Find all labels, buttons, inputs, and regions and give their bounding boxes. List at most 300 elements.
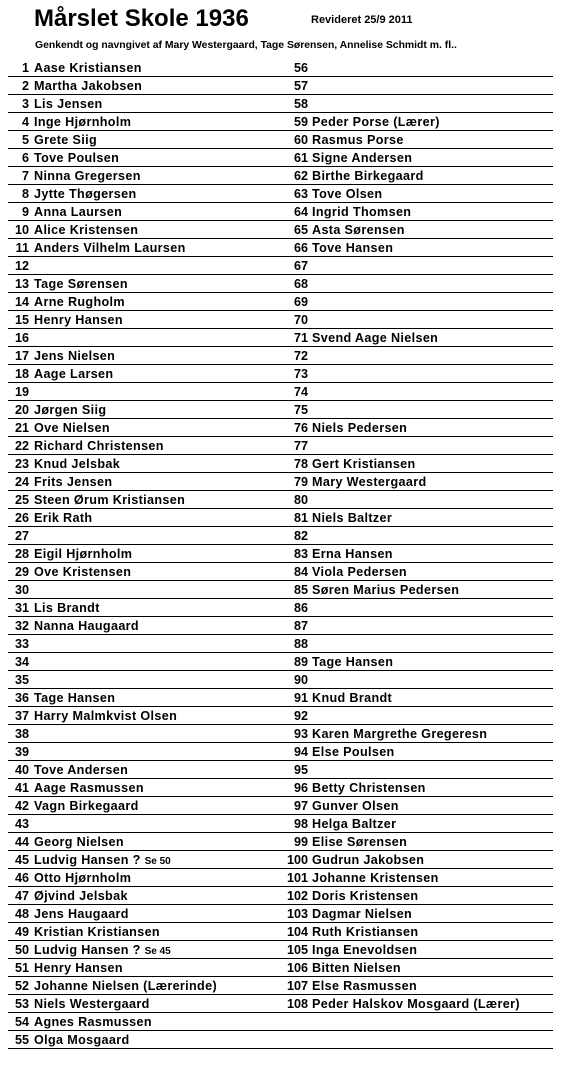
entry-name <box>34 995 150 1013</box>
entry-name-text: Eigil Hjørnholm <box>34 547 133 561</box>
entry-name-text: Peder Halskov Mosgaard (Lærer) <box>312 997 520 1011</box>
entry-name <box>34 113 131 131</box>
entry-number: 57 <box>293 79 308 93</box>
entry-number: 7 <box>21 169 29 183</box>
entry-name-text: Aase Kristiansen <box>34 61 142 75</box>
entry-number: 42 <box>14 799 29 813</box>
entry-number: 12 <box>14 259 29 273</box>
entry-number: 106 <box>286 961 308 975</box>
roster-entry-left <box>0 473 282 490</box>
entry-name-text: Lis Brandt <box>34 601 100 615</box>
entry-note: Se 50 <box>144 856 171 867</box>
entry-name <box>34 149 119 167</box>
table-row <box>0 617 561 635</box>
table-row <box>0 329 561 347</box>
roster-entry-left <box>0 599 282 616</box>
roster-entry-left <box>0 185 282 202</box>
entry-number: 87 <box>293 619 308 633</box>
entry-number: 36 <box>14 691 29 705</box>
entry-number: 77 <box>293 439 308 453</box>
table-row <box>0 761 561 779</box>
entry-name-text: Elise Sørensen <box>312 835 408 849</box>
entry-name <box>312 887 418 905</box>
entry-number: 62 <box>293 169 308 183</box>
entry-number: 66 <box>293 241 308 255</box>
entry-name <box>312 923 418 941</box>
entry-number: 80 <box>293 493 308 507</box>
table-row <box>0 401 561 419</box>
roster-entry-right <box>282 851 561 868</box>
entry-number: 32 <box>14 619 29 633</box>
table-row <box>0 887 561 905</box>
table-row <box>0 455 561 473</box>
entry-name <box>34 797 139 815</box>
entry-name <box>312 419 407 437</box>
table-row <box>0 509 561 527</box>
entry-name <box>312 689 392 707</box>
roster-entry-right <box>282 581 561 598</box>
entry-name-text: Gert Kristiansen <box>312 457 416 471</box>
entry-number: 41 <box>14 781 29 795</box>
table-row <box>0 275 561 293</box>
entry-number: 98 <box>293 817 308 831</box>
roster-entry-left <box>0 617 282 634</box>
entry-number: 26 <box>14 511 29 525</box>
roster-entry-right <box>282 167 561 184</box>
entry-number: 49 <box>14 925 29 939</box>
entry-number: 1 <box>21 61 29 75</box>
entry-name <box>312 203 411 221</box>
roster-entry-right <box>282 869 561 886</box>
entry-number: 85 <box>293 583 308 597</box>
entry-name <box>312 851 424 869</box>
entry-name-text: Frits Jensen <box>34 475 113 489</box>
entry-name-text: Mary Westergaard <box>312 475 427 489</box>
entry-number: 9 <box>21 205 29 219</box>
entry-name-text: Vagn Birkegaard <box>34 799 139 813</box>
entry-name <box>34 1013 152 1031</box>
roster-entry-right <box>282 815 561 832</box>
entry-name-text: Ove Nielsen <box>34 421 110 435</box>
entry-number: 17 <box>14 349 29 363</box>
roster-entry-right <box>282 275 561 292</box>
entry-name <box>34 689 115 707</box>
entry-name-text: Niels Baltzer <box>312 511 393 525</box>
entry-name-text: Jens Haugaard <box>34 907 129 921</box>
table-row <box>0 1013 561 1031</box>
table-row <box>0 959 561 977</box>
entry-number: 24 <box>14 475 29 489</box>
table-row <box>0 1031 561 1049</box>
table-row <box>0 725 561 743</box>
entry-name-text: Aage Larsen <box>34 367 114 381</box>
entry-name-text: Niels Pedersen <box>312 421 408 435</box>
roster-entry-left <box>0 707 282 724</box>
roster-entry-left <box>0 977 282 994</box>
entry-name-text: Tage Hansen <box>312 655 394 669</box>
roster-entry-left <box>0 545 282 562</box>
entry-number: 53 <box>14 997 29 1011</box>
roster-entry-left <box>0 869 282 886</box>
entry-name-text: Inga Enevoldsen <box>312 943 418 957</box>
entry-name <box>312 977 417 995</box>
roster-entry-left <box>0 437 282 454</box>
roster-entry-right <box>282 59 561 76</box>
entry-number: 69 <box>293 295 308 309</box>
roster-entry-left <box>0 221 282 238</box>
entry-name <box>34 365 113 383</box>
entry-name <box>34 941 171 961</box>
table-row <box>0 545 561 563</box>
entry-name <box>34 761 128 779</box>
roster-entry-left <box>0 1013 282 1030</box>
entry-number: 92 <box>293 709 308 723</box>
roster-entry-left <box>0 941 282 958</box>
entry-name <box>34 473 112 491</box>
entry-number: 44 <box>14 835 29 849</box>
entry-number: 56 <box>293 61 308 75</box>
entry-note: Se 45 <box>144 946 171 957</box>
entry-name <box>34 851 171 871</box>
roster-entry-right <box>282 131 561 148</box>
roster-entry-left <box>0 653 282 670</box>
entry-number: 93 <box>293 727 308 741</box>
entry-number: 27 <box>14 529 29 543</box>
entry-name <box>34 419 110 437</box>
table-row <box>0 347 561 365</box>
entry-number: 72 <box>293 349 308 363</box>
table-row <box>0 743 561 761</box>
roster-entry-right <box>282 329 561 346</box>
entry-name-text: Tove Olsen <box>312 187 383 201</box>
roster-entry-right <box>282 437 561 454</box>
entry-name-text: Signe Andersen <box>312 151 413 165</box>
entry-number: 34 <box>14 655 29 669</box>
table-row <box>0 59 561 77</box>
entry-name-text: Richard Christensen <box>34 439 164 453</box>
entry-name-text: Helga Baltzer <box>312 817 397 831</box>
table-row <box>0 599 561 617</box>
entry-number: 81 <box>293 511 308 525</box>
entry-name <box>34 203 122 221</box>
entry-name <box>34 563 131 581</box>
entry-number: 21 <box>14 421 29 435</box>
roster-entry-left <box>0 833 282 850</box>
entry-name-text: Betty Christensen <box>312 781 426 795</box>
entry-name <box>34 1031 130 1049</box>
entry-number: 102 <box>286 889 308 903</box>
roster-entry-left <box>0 401 282 418</box>
table-row <box>0 149 561 167</box>
entry-number: 107 <box>286 979 308 993</box>
entry-number: 76 <box>293 421 308 435</box>
roster-entry-left <box>0 995 282 1012</box>
entry-name-text: Gunver Olsen <box>312 799 399 813</box>
roster-entry-right <box>282 149 561 166</box>
entry-number: 28 <box>14 547 29 561</box>
entry-name <box>34 923 160 941</box>
table-row <box>0 671 561 689</box>
roster-entry-right <box>282 473 561 490</box>
entry-number: 35 <box>14 673 29 687</box>
entry-name-text: Else Rasmussen <box>312 979 418 993</box>
roster-entry-right <box>282 113 561 130</box>
entry-name <box>312 941 417 959</box>
entry-number: 22 <box>14 439 29 453</box>
entry-name <box>34 239 186 257</box>
roster-entry-left <box>0 527 282 544</box>
roster-entry-right <box>282 761 561 778</box>
entry-number: 5 <box>21 133 29 147</box>
revision-date: Revideret 25/9 2011 <box>311 14 413 26</box>
entry-name-text: Aage Rasmussen <box>34 781 144 795</box>
page-title: Mårslet Skole 1936 <box>34 5 249 32</box>
roster-entry-right <box>282 203 561 220</box>
entry-name <box>312 167 424 185</box>
roster-entry-right <box>282 383 561 400</box>
table-row <box>0 851 561 869</box>
roster-entry-left <box>0 95 282 112</box>
entry-name <box>34 707 177 725</box>
entry-number: 91 <box>293 691 308 705</box>
entry-number: 14 <box>14 295 29 309</box>
entry-name-text: Tage Sørensen <box>34 277 128 291</box>
table-row <box>0 437 561 455</box>
entry-name <box>312 185 382 203</box>
table-row <box>0 221 561 239</box>
entry-number: 101 <box>286 871 308 885</box>
entry-number: 64 <box>293 205 308 219</box>
entry-name <box>34 779 144 797</box>
table-row <box>0 95 561 113</box>
roster-entry-right <box>282 311 561 328</box>
roster-entry-right <box>282 77 561 94</box>
entry-name-text: Inge Hjørnholm <box>34 115 132 129</box>
table-row <box>0 203 561 221</box>
entry-name-text: Rasmus Porse <box>312 133 404 147</box>
entry-name-text: Bitten Nielsen <box>312 961 401 975</box>
roster-entry-right <box>282 185 561 202</box>
entry-number: 97 <box>293 799 308 813</box>
roster-entry-right <box>282 977 561 994</box>
entry-name <box>312 743 395 761</box>
entry-name-text: Niels Westergaard <box>34 997 150 1011</box>
entry-name <box>312 473 427 491</box>
entry-name-text: Ingrid Thomsen <box>312 205 412 219</box>
roster-entry-right <box>282 635 561 652</box>
roster-entry-right <box>282 959 561 976</box>
entry-name <box>34 131 97 149</box>
roster-table <box>0 59 561 1049</box>
entry-number: 25 <box>14 493 29 507</box>
entry-number: 30 <box>14 583 29 597</box>
roster-entry-left <box>0 725 282 742</box>
entry-number: 43 <box>14 817 29 831</box>
entry-number: 74 <box>293 385 308 399</box>
roster-entry-left <box>0 959 282 976</box>
roster-entry-left <box>0 563 282 580</box>
table-row <box>0 113 561 131</box>
entry-name <box>34 347 115 365</box>
roster-entry-right <box>282 833 561 850</box>
roster-entry-right <box>282 563 561 580</box>
roster-entry-left <box>0 923 282 940</box>
roster-entry-left <box>0 149 282 166</box>
roster-entry-right <box>282 707 561 724</box>
roster-entry-left <box>0 779 282 796</box>
entry-number: 33 <box>14 637 29 651</box>
entry-name <box>34 59 142 77</box>
entry-name-text: Johanne Kristensen <box>312 871 439 885</box>
roster-entry-left <box>0 239 282 256</box>
roster-entry-left <box>0 365 282 382</box>
entry-number: 88 <box>293 637 308 651</box>
entry-number: 89 <box>293 655 308 669</box>
entry-name <box>312 725 487 743</box>
entry-name <box>34 275 128 293</box>
entry-name-text: Doris Kristensen <box>312 889 419 903</box>
entry-name <box>312 455 416 473</box>
entry-number: 11 <box>15 241 29 255</box>
roster-entry-left <box>0 491 282 508</box>
entry-name-text: Henry Hansen <box>34 961 123 975</box>
entry-number: 79 <box>293 475 308 489</box>
entry-name <box>312 113 440 131</box>
entry-name-text: Olga Mosgaard <box>34 1033 130 1047</box>
entry-name-text: Ruth Kristiansen <box>312 925 419 939</box>
roster-entry-left <box>0 635 282 652</box>
roster-entry-right <box>282 527 561 544</box>
entry-number: 99 <box>293 835 308 849</box>
roster-entry-left <box>0 1031 282 1048</box>
roster-entry-right <box>282 95 561 112</box>
entry-name-text: Agnes Rasmussen <box>34 1015 152 1029</box>
roster-entry-left <box>0 293 282 310</box>
entry-name <box>312 329 438 347</box>
roster-entry-left <box>0 275 282 292</box>
roster-entry-left <box>0 815 282 832</box>
entry-name <box>34 311 123 329</box>
entry-number: 10 <box>14 223 29 237</box>
entry-number: 59 <box>293 115 308 129</box>
entry-name-text: Alice Kristensen <box>34 223 139 237</box>
entry-number: 38 <box>14 727 29 741</box>
entry-number: 46 <box>14 871 29 885</box>
entry-number: 54 <box>14 1015 29 1029</box>
entry-number: 31 <box>14 601 29 615</box>
entry-number: 8 <box>21 187 29 201</box>
entry-number: 45 <box>14 853 29 867</box>
roster-entry-right <box>282 347 561 364</box>
entry-number: 40 <box>14 763 29 777</box>
table-row <box>0 419 561 437</box>
entry-name <box>312 815 396 833</box>
entry-name-text: Viola Pedersen <box>312 565 407 579</box>
roster-entry-left <box>0 167 282 184</box>
entry-name-text: Knud Brandt <box>312 691 393 705</box>
entry-number: 60 <box>293 133 308 147</box>
roster-entry-right <box>282 365 561 382</box>
roster-entry-right <box>282 1031 561 1048</box>
entry-name-text: Tove Hansen <box>312 241 394 255</box>
roster-entry-left <box>0 113 282 130</box>
entry-number: 6 <box>21 151 29 165</box>
roster-entry-right <box>282 293 561 310</box>
entry-name <box>312 995 520 1013</box>
entry-name <box>34 455 120 473</box>
entry-name <box>34 95 103 113</box>
entry-number: 90 <box>293 673 308 687</box>
roster-entry-right <box>282 671 561 688</box>
roster-entry-right <box>282 401 561 418</box>
table-row <box>0 581 561 599</box>
entry-name <box>312 509 392 527</box>
entry-name-text: Erik Rath <box>34 511 93 525</box>
roster-entry-left <box>0 383 282 400</box>
entry-name-text: Peder Porse (Lærer) <box>312 115 440 129</box>
entry-name <box>312 581 459 599</box>
table-row <box>0 869 561 887</box>
roster-entry-left <box>0 581 282 598</box>
entry-name <box>312 905 412 923</box>
entry-name-text: Jens Nielsen <box>34 349 116 363</box>
table-row <box>0 257 561 275</box>
entry-name <box>312 131 404 149</box>
roster-entry-right <box>282 887 561 904</box>
entry-name-text: Grete Siig <box>34 133 97 147</box>
entry-name-text: Harry Malmkvist Olsen <box>34 709 178 723</box>
entry-number: 95 <box>293 763 308 777</box>
entry-number: 50 <box>14 943 29 957</box>
entry-number: 65 <box>293 223 308 237</box>
entry-name-text: Øjvind Jelsbak <box>34 889 128 903</box>
entry-name-text: Johanne Nielsen (Lærerinde) <box>34 979 218 993</box>
entry-name <box>34 977 217 995</box>
document-header <box>0 0 561 60</box>
roster-entry-right <box>282 617 561 634</box>
entry-name <box>312 149 412 167</box>
roster-entry-left <box>0 761 282 778</box>
table-row <box>0 815 561 833</box>
table-row <box>0 167 561 185</box>
entry-number: 68 <box>293 277 308 291</box>
roster-entry-left <box>0 203 282 220</box>
roster-entry-left <box>0 851 282 868</box>
roster-entry-right <box>282 509 561 526</box>
entry-name <box>34 221 138 239</box>
entry-number: 83 <box>293 547 308 561</box>
entry-name-text: Tove Andersen <box>34 763 129 777</box>
entry-name-text: Dagmar Nielsen <box>312 907 413 921</box>
roster-entry-left <box>0 743 282 760</box>
roster-entry-right <box>282 545 561 562</box>
entry-number: 67 <box>293 259 308 273</box>
entry-name-text: Jytte Thøgersen <box>34 187 137 201</box>
entry-name <box>34 437 164 455</box>
table-row <box>0 491 561 509</box>
entry-number: 3 <box>21 97 29 111</box>
entry-name <box>312 563 407 581</box>
entry-number: 100 <box>286 853 308 867</box>
entry-number: 75 <box>293 403 308 417</box>
entry-number: 71 <box>293 331 308 345</box>
entry-number: 58 <box>293 97 308 111</box>
roster-entry-right <box>282 797 561 814</box>
entry-name-text: Svend Aage Nielsen <box>312 331 439 345</box>
roster-entry-right <box>282 239 561 256</box>
roster-entry-right <box>282 221 561 238</box>
entry-number: 86 <box>293 601 308 615</box>
